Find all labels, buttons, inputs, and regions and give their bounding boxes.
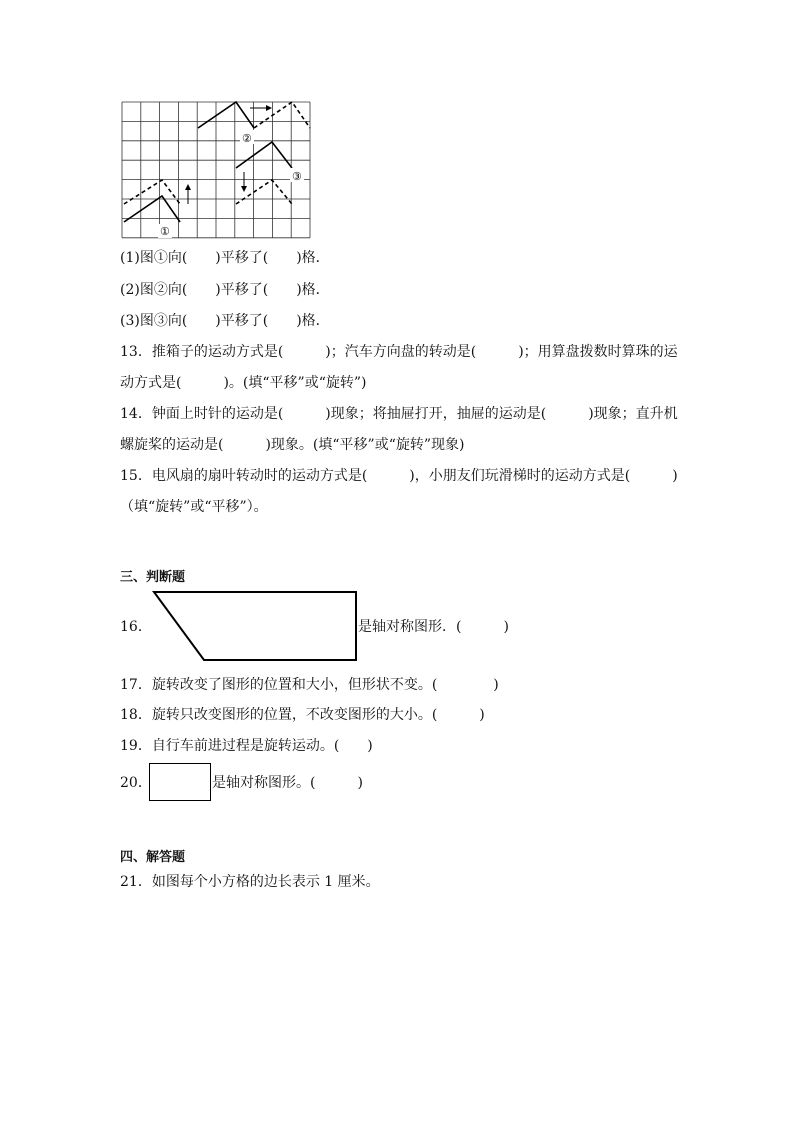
q16-text: 是轴对称图形．( ): [358, 619, 509, 635]
label-1: ①: [160, 225, 170, 238]
q17: 17．旋转改变了图形的位置和大小，但形状不变。( ): [120, 677, 499, 693]
grid-figure: [120, 100, 312, 240]
parallelogram-figure: [150, 588, 360, 664]
arrow-right-head: [266, 105, 272, 111]
arrow-down-head: [241, 186, 247, 192]
q20-text: 是轴对称图形。( ): [212, 775, 363, 791]
q18: 18．旋转只改变图形的位置，不改变图形的大小。( ): [120, 707, 485, 723]
label-3: ③: [292, 170, 302, 183]
rectangle-figure: [149, 763, 211, 801]
q15-line-2: （填“旋转”或“平移”）。: [120, 499, 268, 515]
section-4-heading: 四、解答题: [120, 850, 186, 865]
triangle-3-solid: [236, 142, 292, 168]
q16-number: 16．: [120, 619, 152, 635]
q15-line-1: 15．电风扇的扇叶转动时的运动方式是( )，小朋友们玩滑梯时的运动方式是( ): [120, 468, 678, 484]
q12-2: (2)图②向( )平移了( )格．: [120, 282, 330, 298]
triangle-1-dashed: [124, 180, 180, 204]
q12-3: (3)图③向( )平移了( )格．: [120, 313, 330, 329]
section-3-heading: 三、判断题: [120, 570, 186, 585]
q13-line-1: 13．推箱子的运动方式是( )；汽车方向盘的转动是( )；用算盘拨数时算珠的运: [120, 344, 678, 360]
arrow-up-head: [185, 184, 191, 190]
q14-line-1: 14．钟面上时针的运动是( )现象；将抽屉打开，抽屉的运动是( )现象；直升机: [120, 406, 678, 422]
label-2: ②: [242, 132, 252, 145]
q12-1: (1)图①向( )平移了( )格．: [120, 250, 330, 266]
q13-line-2: 动方式是( )。(填“平移”或“旋转”): [120, 375, 367, 391]
q14-line-2: 螺旋桨的运动是( )现象。(填“平移”或“旋转”现象): [120, 437, 465, 453]
triangle-2-dashed: [254, 102, 310, 128]
q19: 19．自行车前进过程是旋转运动。( ): [120, 738, 373, 754]
q21: 21．如图每个小方格的边长表示 1 厘米。: [120, 874, 380, 890]
triangle-2-solid: [198, 102, 254, 128]
q20-number: 20．: [120, 775, 152, 791]
grid-lines: [122, 102, 310, 238]
